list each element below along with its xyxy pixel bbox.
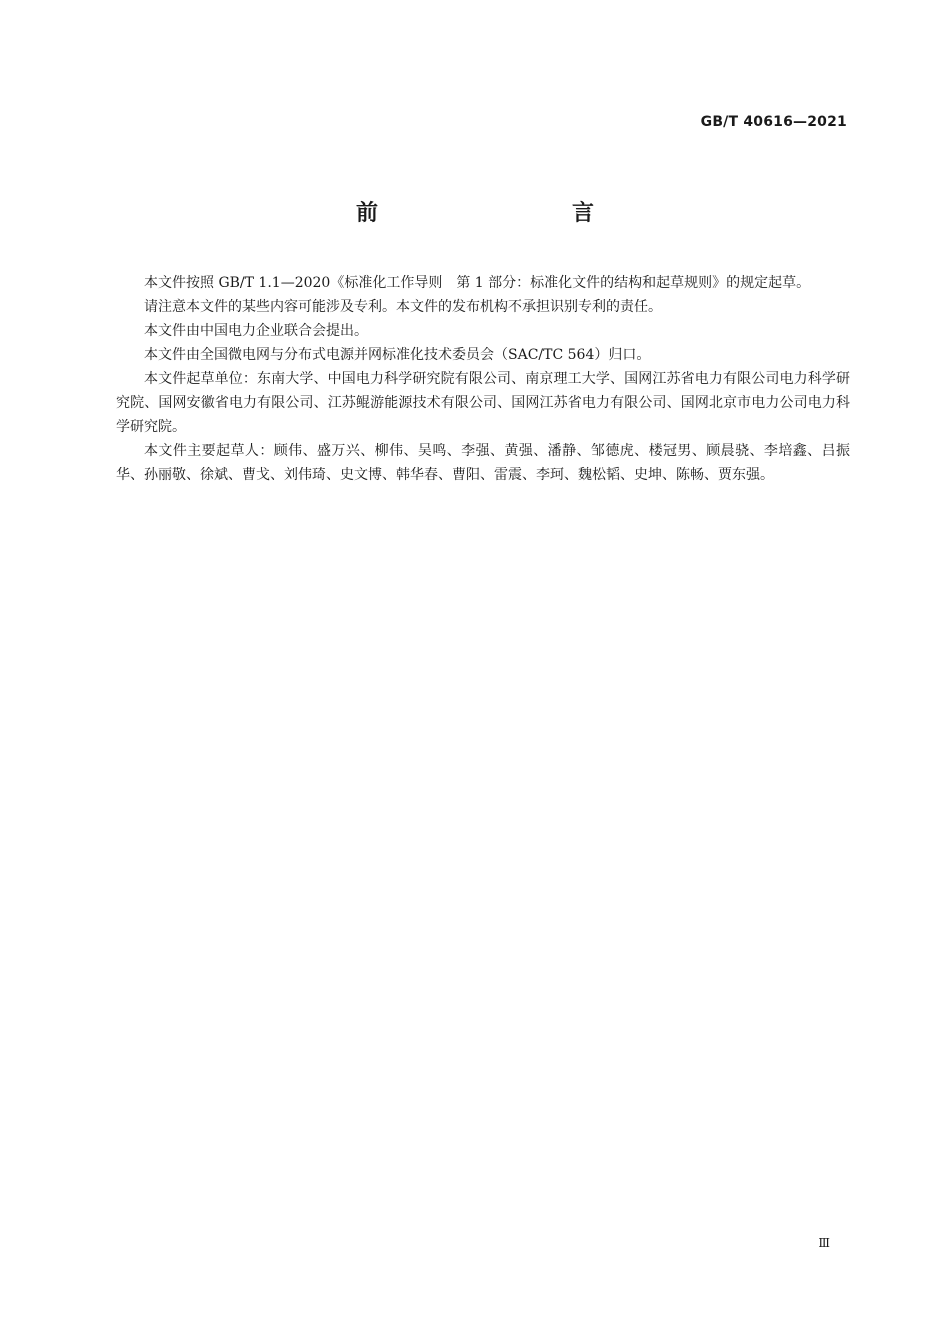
page-title: 前 言 <box>355 201 644 226</box>
paragraph-drafters: 本文件主要起草人：顾伟、盛万兴、柳伟、吴鸣、李强、黄强、潘静、邹德虎、楼冠男、顾晨骁、李培鑫、吕振华、孙丽敬、徐斌、曹戈、刘伟琦、史文博、韩华春、曹阳、雷震、李珂、魏松韬、史坤、陈畅、贾东强。 <box>116 443 850 483</box>
paragraph-technical-committee: 本文件由全国微电网与分布式电源并网标准化技术委员会（SAC/TC 564）归口。 <box>144 347 651 363</box>
paragraph-proposer: 本文件由中国电力企业联合会提出。 <box>144 323 368 339</box>
paragraph-drafting-rules: 本文件按照 GB/T 1.1—2020《标准化工作导则 第 1 部分：标准化文件的结构和起草规则》的规定起草。 <box>144 275 811 291</box>
paragraph-patent-notice: 请注意本文件的某些内容可能涉及专利。本文件的发布机构不承担识别专利的责任。 <box>144 299 662 315</box>
page-number: Ⅲ <box>818 1236 830 1250</box>
paragraph-drafting-organizations: 本文件起草单位：东南大学、中国电力科学研究院有限公司、南京理工大学、国网江苏省电力有限公司电力科学研究院、国网安徽省电力有限公司、江苏鲲游能源技术有限公司、国网江苏省电力有限公司、国网北京市电力公司电力科学研究院。 <box>116 371 850 435</box>
standard-code: GB/T 40616—2021 <box>700 114 847 130</box>
foreword-body <box>116 271 850 487</box>
